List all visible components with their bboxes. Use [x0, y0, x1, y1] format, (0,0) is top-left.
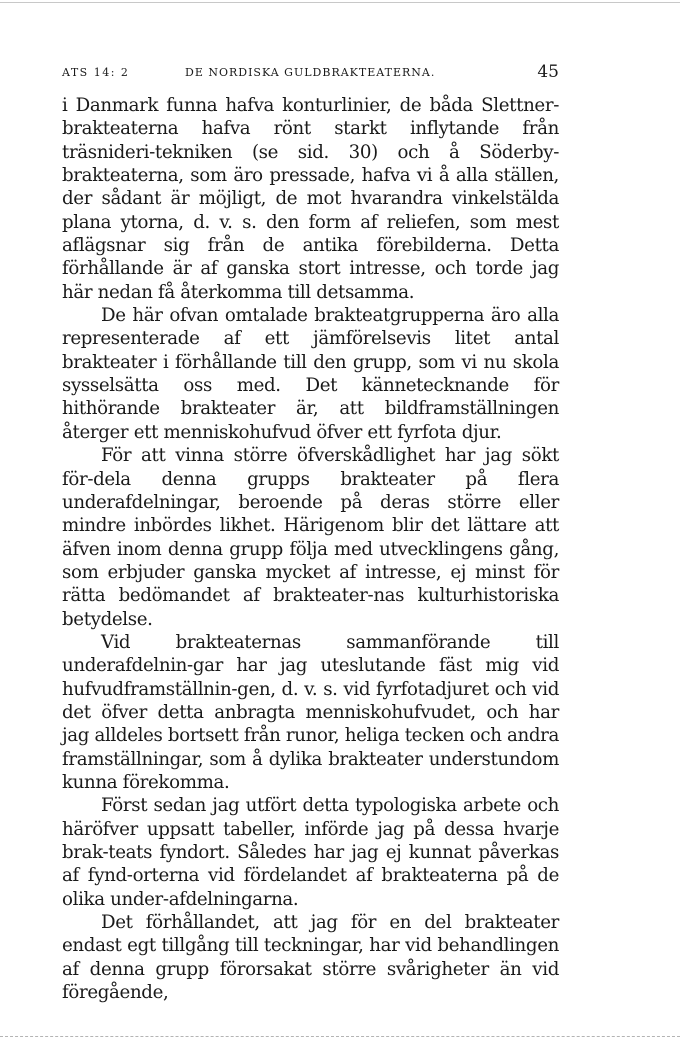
top-scan-rule [0, 2, 680, 3]
paragraph-4: Vid brakteaternas sammanförande till underafdelnin-gar har jag uteslutande fäst mig vid hufvudframställnin-gen, d. v. s. vid fyrfotadjuret och vid det öfver detta anbragta menniskohufvudet, och har jag alldeles bortsett från runor, heliga tecken och andra framställningar, som å dylika brakteater understundom kunna förekomma. [62, 631, 559, 793]
paragraph-3: För att vinna större öfverskådlighet har jag sökt för-dela denna grupps brakteater på flera underafdelningar, beroende på deras större eller mindre inbördes likhet. Härigenom blir det lättare att äfven inom denna grupp följa med utvecklingens gång, som erbjuder ganska mycket af intresse, ej minst för rätta bedömandet af brakteater-nas kulturhistoriska betydelse. [62, 445, 559, 630]
paragraph-6: Det förhållandet, att jag för en del brakteater endast egt tillgång till teckningar, har vid behandlingen af denna grupp förorsakat större svårigheter än vid föregående, [62, 912, 559, 1004]
running-title: DE NORDISKA GULDBRAKTEATERNA. [185, 66, 436, 79]
body-text [62, 94, 559, 1004]
page-number: 45 [537, 62, 559, 82]
series-label: ATS 14: 2 [62, 66, 130, 79]
paragraph-2: De här ofvan omtalade brakteatgrupperna äro alla representerade af ett jämförelsevis litet antal brakteater i förhållande till den grupp, som vi nu skola sysselsätta oss med. Det kännetecknande för hithörande brakteater är, att bildframställningen återger ett menniskohufvud öfver ett fyrfota djur. [62, 305, 559, 443]
paragraph-1: i Danmark funna hafva konturlinier, de båda Slettner-brakteaterna hafva rönt starkt inflytande från träsnideri-tekniken (se sid. 30) och å Söderby-brakteaterna, som äro pressade, hafva vi å alla ställen, der sådant är möjligt, de mot hvarandra vinkelstälda plana ytorna, d. v. s. den form af reliefen, som mest aflägsnar sig från de antika förebilderna. Detta förhållande är af ganska stort intresse, och torde jag här nedan få återkomma till detsamma. [62, 95, 559, 303]
bottom-scan-rule [0, 1036, 680, 1037]
running-header [62, 62, 559, 84]
paragraph-5: Först sedan jag utfört detta typologiska arbete och häröfver uppsatt tabeller, införde jag på dessa hvarje brak-teats fyndort. Således har jag ej kunnat påverkas af fynd-orterna vid fördelandet af brakteaterna på de olika under-afdelningarna. [62, 795, 559, 910]
